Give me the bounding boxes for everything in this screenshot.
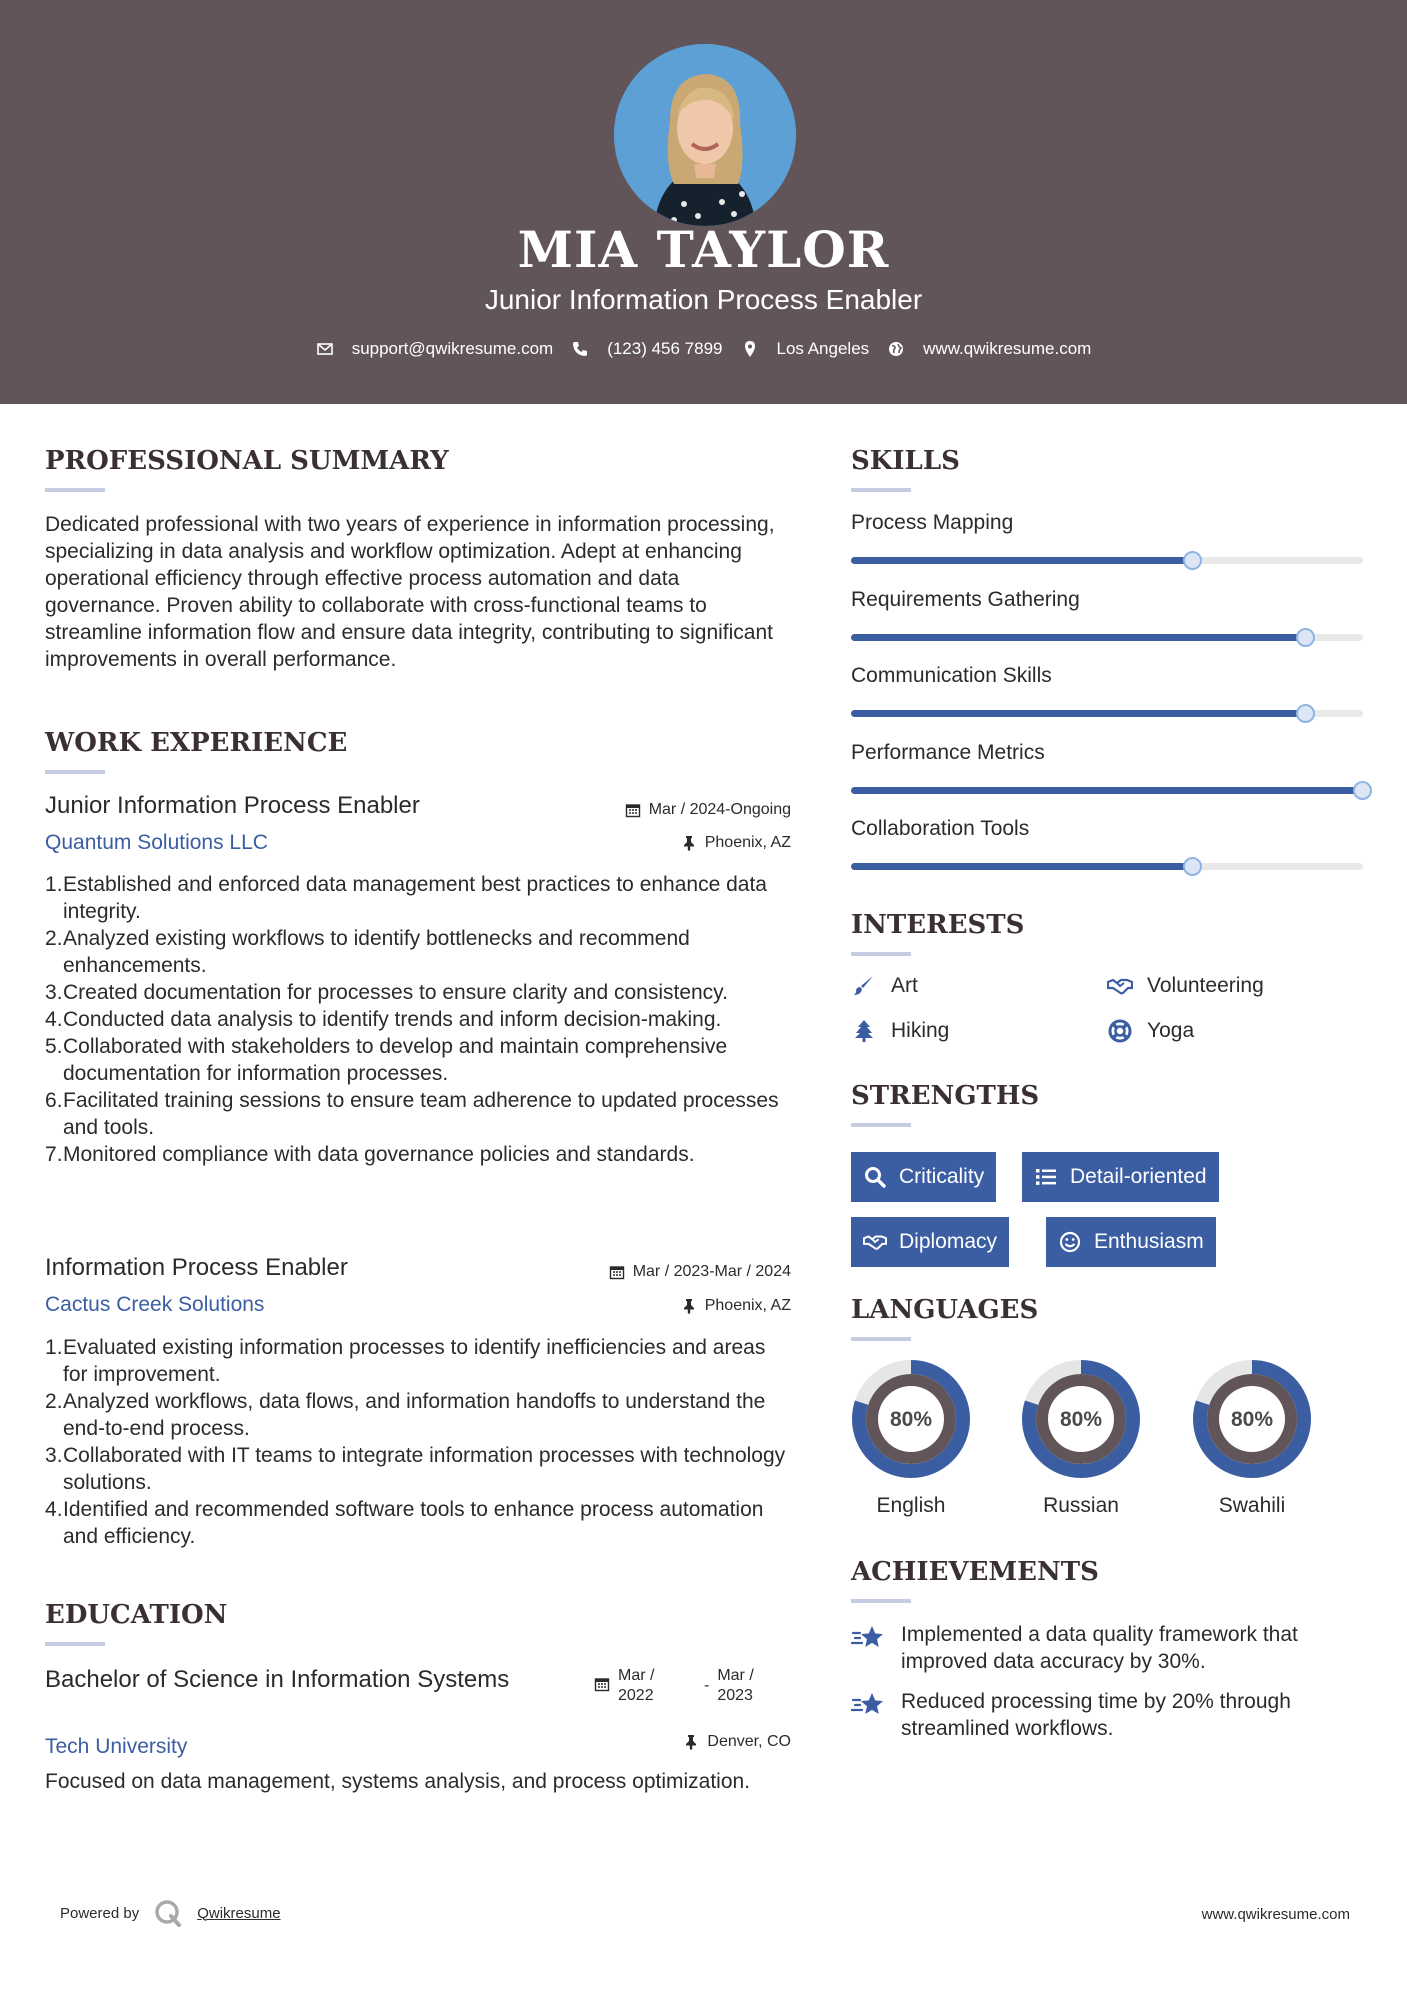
interest-label: Art bbox=[891, 974, 918, 997]
pushpin-icon bbox=[681, 1298, 697, 1314]
contact-bar bbox=[0, 336, 1407, 362]
star-icon bbox=[851, 1623, 885, 1653]
job-location bbox=[681, 834, 791, 852]
languages-title: LANGUAGES bbox=[851, 1295, 1039, 1325]
summary-title: PROFESSIONAL SUMMARY bbox=[45, 446, 449, 476]
candidate-name: MIA TAYLOR bbox=[517, 220, 890, 279]
handshake-icon bbox=[1107, 974, 1133, 998]
summary-text: Dedicated professional with two years of experience in information processing, specializing in data analysis and workflow optimization. Adept at enhancing operational efficiency through effective process automation and data governance. Proven ability to collaborate with cross-functional teams to streamline information flow and ensure data integrity, contributing to significant improvements in overall performance. bbox=[45, 513, 775, 671]
strength-label: Detail-oriented bbox=[1070, 1165, 1207, 1188]
skill-bar bbox=[851, 787, 1363, 794]
education-underline bbox=[45, 1642, 105, 1646]
website-text: www.qwikresume.com bbox=[923, 339, 1092, 358]
strengths-title: STRENGTHS bbox=[851, 1081, 1040, 1111]
job-location bbox=[681, 1297, 791, 1315]
calendar-icon bbox=[625, 802, 641, 818]
list-item: Conducted data analysis to identify trends and inform decision-making. bbox=[63, 1008, 722, 1031]
handshake-icon bbox=[863, 1230, 887, 1254]
skill-bar-knob bbox=[1183, 551, 1202, 570]
job-location-text: Phoenix, AZ bbox=[704, 834, 791, 851]
achievements-underline bbox=[851, 1599, 911, 1603]
education-date-separator: - bbox=[704, 1677, 710, 1694]
strength-label: Enthusiasm bbox=[1094, 1230, 1204, 1253]
job-dates-text: Mar / 2024-Ongoing bbox=[648, 801, 791, 818]
interests-underline bbox=[851, 952, 911, 956]
interest-item bbox=[1107, 974, 1264, 998]
achievement-item bbox=[851, 1621, 1361, 1675]
contact-location bbox=[741, 339, 870, 359]
skill-bar-knob bbox=[1296, 704, 1315, 723]
candidate-role: Junior Information Process Enabler bbox=[484, 284, 923, 315]
list-item: Identified and recommended software tools to enhance process automation and efficiency. bbox=[63, 1498, 764, 1548]
skill-bar-knob bbox=[1183, 857, 1202, 876]
list-item: Established and enforced data management best practices to enhance data integrity. bbox=[63, 873, 767, 923]
contact-email[interactable] bbox=[316, 339, 554, 359]
list-item: Collaborated with stakeholders to develop and maintain comprehensive documentation for information processes. bbox=[63, 1035, 728, 1085]
smile-icon bbox=[1058, 1230, 1082, 1254]
language-name: Swahili bbox=[1218, 1494, 1286, 1517]
calendar-icon bbox=[594, 1676, 610, 1692]
job-dates bbox=[625, 801, 791, 819]
skill-name: Collaboration Tools bbox=[851, 817, 1030, 840]
strength-tag bbox=[1022, 1152, 1219, 1202]
language-percent: 80% bbox=[889, 1408, 933, 1431]
education-location bbox=[683, 1733, 791, 1751]
lifebuoy-icon bbox=[1107, 1019, 1133, 1043]
footer-website[interactable]: www.qwikresume.com bbox=[1201, 1906, 1350, 1923]
language-percent: 80% bbox=[1230, 1408, 1274, 1431]
footer-powered-by bbox=[60, 1898, 281, 1928]
job-bullets bbox=[45, 871, 795, 1168]
language-donut bbox=[1191, 1358, 1313, 1480]
strength-tag bbox=[1046, 1217, 1216, 1267]
skill-name: Requirements Gathering bbox=[851, 588, 1080, 611]
job-location-text: Phoenix, AZ bbox=[704, 1297, 791, 1314]
qwikresume-link[interactable]: Qwikresume bbox=[197, 1904, 281, 1922]
skill-bar bbox=[851, 863, 1363, 870]
experience-title: WORK EXPERIENCE bbox=[45, 728, 348, 758]
tree-icon bbox=[851, 1019, 877, 1043]
calendar-icon bbox=[609, 1264, 625, 1280]
qwikresume-logo-icon bbox=[153, 1898, 183, 1928]
interest-item bbox=[851, 1019, 949, 1043]
skills-title: SKILLS bbox=[851, 446, 960, 476]
skill-bar-fill bbox=[851, 634, 1306, 641]
language-name: English bbox=[876, 1494, 946, 1517]
globe-icon bbox=[887, 340, 905, 358]
skill-bar bbox=[851, 634, 1363, 641]
summary-underline bbox=[45, 488, 105, 492]
skill-bar bbox=[851, 710, 1363, 717]
profile-photo bbox=[614, 44, 796, 226]
skill-bar-knob bbox=[1353, 781, 1372, 800]
interest-label: Volunteering bbox=[1147, 974, 1264, 997]
skill-bar-fill bbox=[851, 557, 1193, 564]
map-pin-icon bbox=[741, 340, 759, 358]
job-dates bbox=[609, 1263, 791, 1281]
email-text: support@qwikresume.com bbox=[351, 339, 554, 358]
achievement-text: Reduced processing time by 20% through streamlined workflows. bbox=[901, 1690, 1291, 1740]
skill-bar-fill bbox=[851, 863, 1193, 870]
language-donut bbox=[1020, 1358, 1142, 1480]
strength-tag bbox=[851, 1152, 996, 1202]
languages-underline bbox=[851, 1337, 911, 1341]
education-dates bbox=[594, 1666, 765, 1706]
phone-icon bbox=[571, 340, 589, 358]
job-dates-text: Mar / 2023-Mar / 2024 bbox=[632, 1263, 791, 1280]
education-end: Mar / 2023 bbox=[717, 1667, 754, 1704]
location-text: Los Angeles bbox=[776, 339, 870, 358]
list-item: Facilitated training sessions to ensure team adherence to updated processes and tools. bbox=[63, 1089, 779, 1139]
strength-label: Criticality bbox=[899, 1165, 985, 1188]
skill-name: Communication Skills bbox=[851, 664, 1052, 687]
strength-label: Diplomacy bbox=[899, 1230, 998, 1253]
list-item: Created documentation for processes to ensure clarity and consistency. bbox=[63, 981, 728, 1004]
experience-underline bbox=[45, 770, 105, 774]
skill-bar bbox=[851, 557, 1363, 564]
interest-label: Hiking bbox=[891, 1019, 950, 1042]
interest-item bbox=[851, 974, 918, 998]
interests-title: INTERESTS bbox=[851, 910, 1025, 940]
pushpin-icon bbox=[681, 835, 697, 851]
list-item: Collaborated with IT teams to integrate information processes with technology solutions. bbox=[63, 1444, 786, 1494]
degree-title: Bachelor of Science in Information Systems bbox=[45, 1666, 510, 1693]
achievements-title: ACHIEVEMENTS bbox=[851, 1557, 1099, 1587]
job-bullets bbox=[45, 1334, 795, 1550]
list-icon bbox=[1034, 1165, 1058, 1189]
education-location-text: Denver, CO bbox=[707, 1733, 791, 1750]
interest-item bbox=[1107, 1019, 1194, 1043]
strengths-underline bbox=[851, 1123, 911, 1127]
job-company: Cactus Creek Solutions bbox=[45, 1293, 265, 1316]
paintbrush-icon bbox=[851, 974, 877, 998]
contact-website[interactable] bbox=[887, 339, 1091, 359]
contact-phone[interactable] bbox=[571, 339, 722, 359]
education-description: Focused on data management, systems analysis, and process optimization. bbox=[45, 1770, 751, 1793]
pushpin-icon bbox=[683, 1734, 699, 1750]
achievement-item bbox=[851, 1688, 1361, 1742]
list-item: Evaluated existing information processes to identify inefficiencies and areas for improvement. bbox=[63, 1336, 766, 1386]
search-icon bbox=[863, 1165, 887, 1189]
skill-name: Performance Metrics bbox=[851, 741, 1045, 764]
skill-bar-fill bbox=[851, 787, 1363, 794]
list-item: Analyzed workflows, data flows, and information handoffs to understand the end-to-end process. bbox=[63, 1390, 766, 1440]
language-name: Russian bbox=[1043, 1494, 1119, 1517]
job-title: Information Process Enabler bbox=[45, 1254, 348, 1281]
job-company: Quantum Solutions LLC bbox=[45, 831, 268, 854]
skill-bar-fill bbox=[851, 710, 1306, 717]
skill-bar-knob bbox=[1296, 628, 1315, 647]
education-start: Mar / 2022 bbox=[618, 1667, 655, 1704]
school-name: Tech University bbox=[45, 1735, 188, 1758]
language-percent: 80% bbox=[1059, 1408, 1103, 1431]
skills-underline bbox=[851, 488, 911, 492]
interest-label: Yoga bbox=[1147, 1019, 1195, 1042]
list-item: Monitored compliance with data governance policies and standards. bbox=[63, 1143, 695, 1166]
achievement-text: Implemented a data quality framework that improved data accuracy by 30%. bbox=[901, 1623, 1298, 1673]
education-title: EDUCATION bbox=[45, 1600, 228, 1630]
powered-by-text: Powered by bbox=[60, 1904, 140, 1922]
envelope-icon bbox=[316, 340, 334, 358]
list-item: Analyzed existing workflows to identify bottlenecks and recommend enhancements. bbox=[63, 927, 690, 977]
skill-name: Process Mapping bbox=[851, 511, 1014, 534]
resume-header bbox=[0, 0, 1407, 404]
phone-text: (123) 456 7899 bbox=[607, 339, 723, 358]
job-title: Junior Information Process Enabler bbox=[45, 792, 420, 819]
strength-tag bbox=[851, 1217, 1009, 1267]
star-icon bbox=[851, 1690, 885, 1720]
language-donut bbox=[850, 1358, 972, 1480]
